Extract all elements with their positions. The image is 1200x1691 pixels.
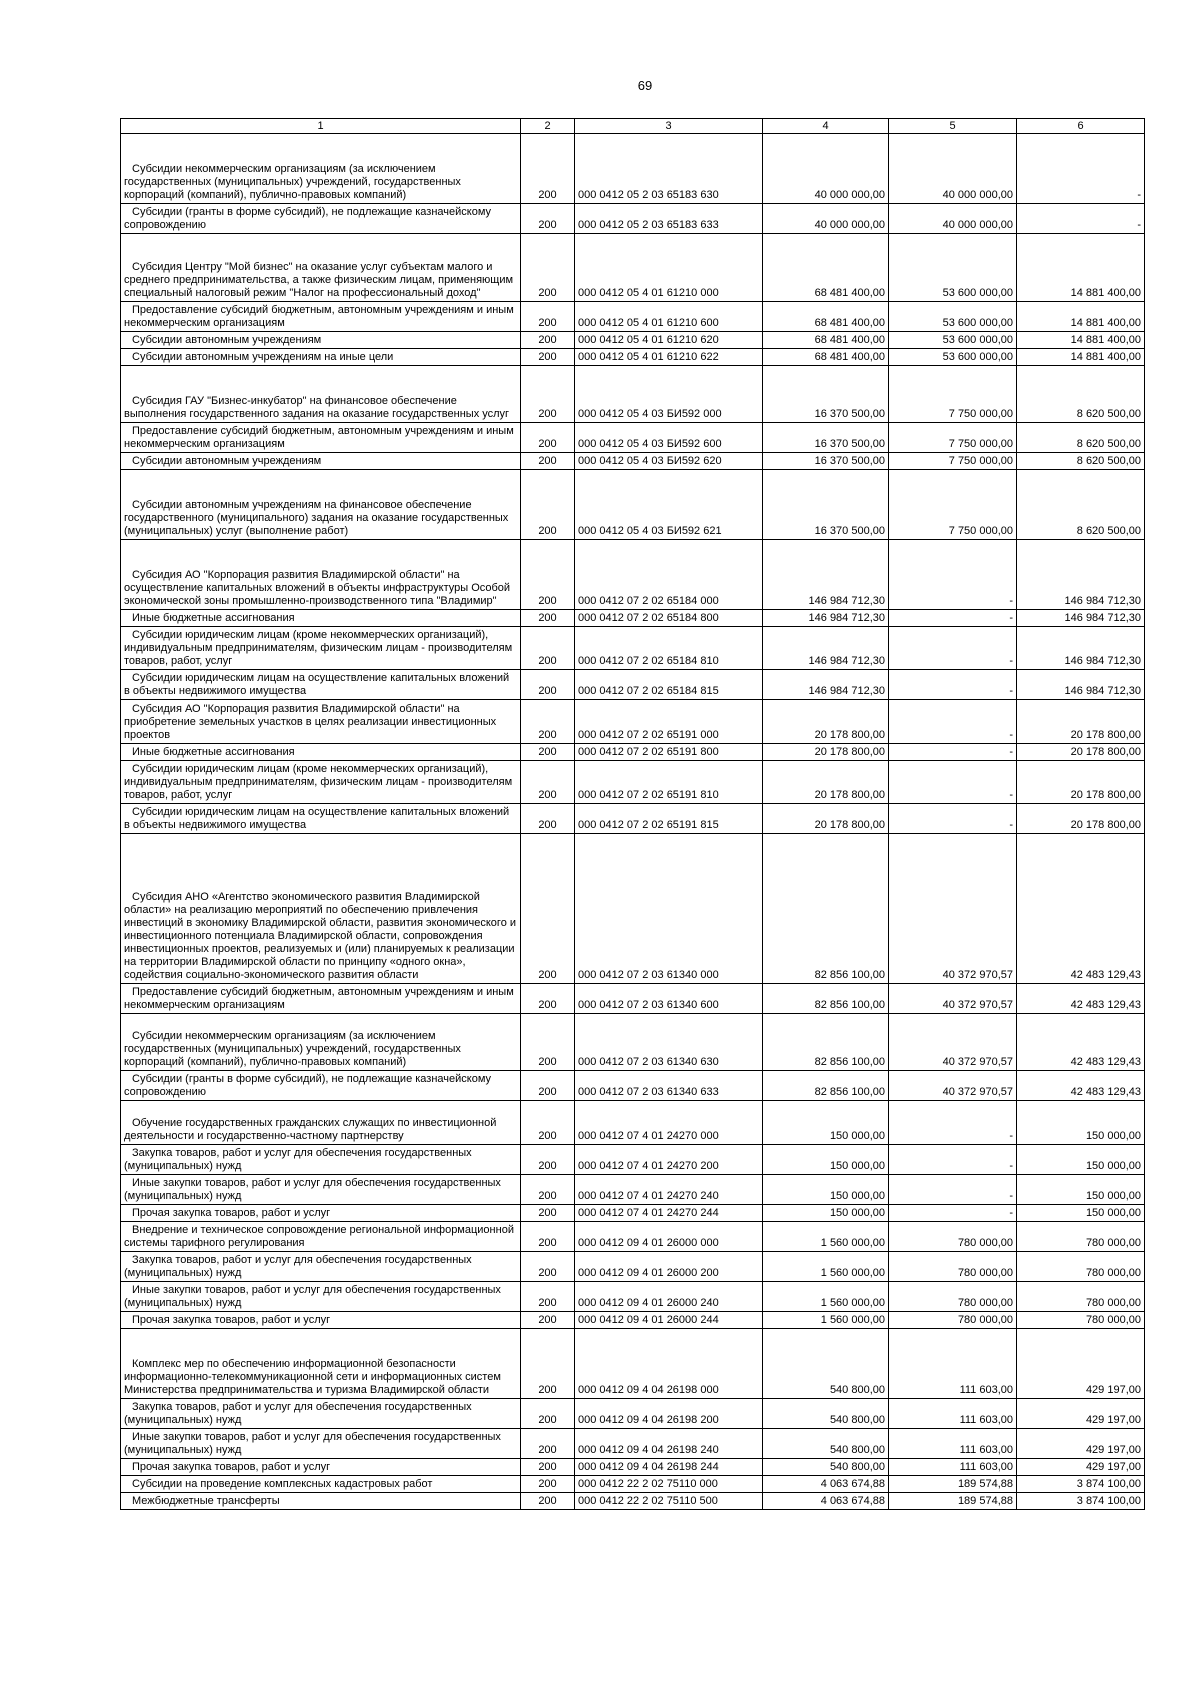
- row-grbs-code-cell: 200: [521, 1399, 575, 1429]
- table-row: [121, 1329, 1145, 1399]
- row-name-cell: [121, 302, 521, 332]
- row-grbs-code-cell: 200: [521, 423, 575, 453]
- row-name-cell: [121, 744, 521, 761]
- table-row: [121, 670, 1145, 700]
- row-name-text: Субсидии автономным учреждениям на иные цели: [132, 351, 394, 363]
- row-total-amount-cell: 20 178 800,00: [763, 761, 889, 804]
- row-amount-column-5-cell: 40 000 000,00: [889, 134, 1017, 204]
- row-name-cell: [121, 470, 521, 540]
- row-name-cell: [121, 1429, 521, 1459]
- table-row: [121, 204, 1145, 234]
- row-budget-code-cell: 000 0412 05 4 03 БИ592 000: [575, 366, 763, 423]
- row-amount-column-6-cell: 8 620 500,00: [1017, 453, 1145, 470]
- table-row: [121, 610, 1145, 627]
- row-grbs-code-cell: 200: [521, 1101, 575, 1145]
- row-name-cell: [121, 423, 521, 453]
- table-row: [121, 744, 1145, 761]
- row-grbs-code-cell: 200: [521, 1329, 575, 1399]
- row-amount-column-5-cell: 111 603,00: [889, 1399, 1017, 1429]
- table-row: [121, 761, 1145, 804]
- row-name-text: Субсидии юридическим лицам на осуществление капитальных вложений в объекты недвижимого имущества: [124, 806, 510, 831]
- row-name-cell: [121, 453, 521, 470]
- row-total-amount-cell: 146 984 712,30: [763, 627, 889, 670]
- row-total-amount-cell: 82 856 100,00: [763, 1071, 889, 1101]
- row-name-cell: [121, 670, 521, 700]
- table-row: [121, 1312, 1145, 1329]
- row-grbs-code-cell: 200: [521, 540, 575, 610]
- row-budget-code-cell: 000 0412 09 4 01 26000 000: [575, 1222, 763, 1252]
- row-name-text: Субсидия АО "Корпорация развития Владимирской области" на приобретение земельных участков в целях реализации инвестиционных проектов: [124, 703, 497, 741]
- row-amount-column-6-cell: 42 483 129,43: [1017, 834, 1145, 984]
- row-name-text: Иные закупки товаров, работ и услуг для обеспечения государственных (муниципальных) нужд: [124, 1431, 501, 1456]
- row-total-amount-cell: 20 178 800,00: [763, 700, 889, 744]
- row-grbs-code-cell: 200: [521, 627, 575, 670]
- row-name-cell: [121, 1282, 521, 1312]
- row-budget-code-cell: 000 0412 09 4 04 26198 200: [575, 1399, 763, 1429]
- row-name-text: Предоставление субсидий бюджетным, автономным учреждениям и иным некоммерческим организациям: [124, 986, 514, 1011]
- table-row: [121, 1175, 1145, 1205]
- row-name-cell: [121, 1175, 521, 1205]
- row-name-text: Субсидии автономным учреждениям: [132, 455, 322, 467]
- row-name-cell: [121, 1252, 521, 1282]
- row-total-amount-cell: 150 000,00: [763, 1175, 889, 1205]
- row-grbs-code-cell: 200: [521, 1459, 575, 1476]
- row-budget-code-cell: 000 0412 22 2 02 75110 500: [575, 1493, 763, 1510]
- row-total-amount-cell: 540 800,00: [763, 1399, 889, 1429]
- row-budget-code-cell: 000 0412 09 4 04 26198 244: [575, 1459, 763, 1476]
- row-budget-code-cell: 000 0412 09 4 04 26198 240: [575, 1429, 763, 1459]
- row-grbs-code-cell: 200: [521, 1312, 575, 1329]
- row-total-amount-cell: 146 984 712,30: [763, 670, 889, 700]
- row-budget-code-cell: 000 0412 07 4 01 24270 200: [575, 1145, 763, 1175]
- row-total-amount-cell: 40 000 000,00: [763, 204, 889, 234]
- row-amount-column-5-cell: 780 000,00: [889, 1222, 1017, 1252]
- row-grbs-code-cell: 200: [521, 332, 575, 349]
- table-row: [121, 234, 1145, 302]
- row-budget-code-cell: 000 0412 05 4 01 61210 622: [575, 349, 763, 366]
- row-total-amount-cell: 16 370 500,00: [763, 453, 889, 470]
- row-amount-column-6-cell: 429 197,00: [1017, 1429, 1145, 1459]
- row-total-amount-cell: 20 178 800,00: [763, 744, 889, 761]
- row-grbs-code-cell: 200: [521, 1145, 575, 1175]
- row-total-amount-cell: 1 560 000,00: [763, 1252, 889, 1282]
- row-budget-code-cell: 000 0412 05 4 01 61210 000: [575, 234, 763, 302]
- row-name-text: Комплекс мер по обеспечению информационной безопасности информационно-телекоммуникационной сети и информационных систем Министерства предпринимательства и туризма Владимирской области: [124, 1358, 501, 1396]
- row-amount-column-6-cell: 780 000,00: [1017, 1252, 1145, 1282]
- row-name-text: Иные бюджетные ассигнования: [132, 746, 295, 758]
- column-header: 1: [121, 119, 521, 134]
- row-total-amount-cell: 4 063 674,88: [763, 1493, 889, 1510]
- row-amount-column-6-cell: 20 178 800,00: [1017, 761, 1145, 804]
- row-name-text: Субсидии автономным учреждениям: [132, 334, 322, 346]
- row-amount-column-5-cell: 111 603,00: [889, 1459, 1017, 1476]
- row-name-cell: [121, 761, 521, 804]
- row-name-cell: [121, 1145, 521, 1175]
- row-total-amount-cell: 146 984 712,30: [763, 540, 889, 610]
- row-total-amount-cell: 4 063 674,88: [763, 1476, 889, 1493]
- row-name-cell: [121, 234, 521, 302]
- row-name-cell: [121, 1205, 521, 1222]
- row-budget-code-cell: 000 0412 07 2 03 61340 630: [575, 1014, 763, 1071]
- table-row: [121, 834, 1145, 984]
- column-header: 4: [763, 119, 889, 134]
- table-row: [121, 1101, 1145, 1145]
- row-name-cell: [121, 1014, 521, 1071]
- row-grbs-code-cell: 200: [521, 744, 575, 761]
- row-amount-column-6-cell: 150 000,00: [1017, 1175, 1145, 1205]
- row-name-cell: [121, 204, 521, 234]
- row-amount-column-6-cell: 20 178 800,00: [1017, 804, 1145, 834]
- row-amount-column-5-cell: 40 372 970,57: [889, 1071, 1017, 1101]
- row-grbs-code-cell: 200: [521, 1252, 575, 1282]
- row-budget-code-cell: 000 0412 22 2 02 75110 000: [575, 1476, 763, 1493]
- row-amount-column-5-cell: -: [889, 610, 1017, 627]
- row-name-cell: [121, 332, 521, 349]
- column-header: 6: [1017, 119, 1145, 134]
- row-budget-code-cell: 000 0412 07 2 02 65191 800: [575, 744, 763, 761]
- row-grbs-code-cell: 200: [521, 1282, 575, 1312]
- row-amount-column-5-cell: -: [889, 1145, 1017, 1175]
- row-name-text: Закупка товаров, работ и услуг для обеспечения государственных (муниципальных) нужд: [124, 1147, 472, 1172]
- row-amount-column-5-cell: -: [889, 761, 1017, 804]
- row-amount-column-5-cell: -: [889, 1101, 1017, 1145]
- row-name-text: Закупка товаров, работ и услуг для обеспечения государственных (муниципальных) нужд: [124, 1401, 472, 1426]
- column-number-header-row: [121, 119, 1145, 134]
- row-grbs-code-cell: 200: [521, 1175, 575, 1205]
- row-amount-column-6-cell: 3 874 100,00: [1017, 1476, 1145, 1493]
- row-name-cell: [121, 349, 521, 366]
- row-total-amount-cell: 540 800,00: [763, 1429, 889, 1459]
- row-grbs-code-cell: 200: [521, 1476, 575, 1493]
- row-total-amount-cell: 16 370 500,00: [763, 470, 889, 540]
- table-row: [121, 134, 1145, 204]
- row-amount-column-5-cell: 53 600 000,00: [889, 234, 1017, 302]
- row-total-amount-cell: 82 856 100,00: [763, 834, 889, 984]
- row-budget-code-cell: 000 0412 07 2 02 65184 815: [575, 670, 763, 700]
- row-name-text: Субсидии на проведение комплексных кадастровых работ: [132, 1478, 433, 1490]
- row-name-text: Прочая закупка товаров, работ и услуг: [132, 1207, 331, 1219]
- row-total-amount-cell: 146 984 712,30: [763, 610, 889, 627]
- row-total-amount-cell: 540 800,00: [763, 1459, 889, 1476]
- table-row: [121, 1145, 1145, 1175]
- row-total-amount-cell: 540 800,00: [763, 1329, 889, 1399]
- table-row: [121, 302, 1145, 332]
- row-amount-column-5-cell: -: [889, 1175, 1017, 1205]
- row-budget-code-cell: 000 0412 07 2 02 65184 810: [575, 627, 763, 670]
- row-budget-code-cell: 000 0412 07 4 01 24270 244: [575, 1205, 763, 1222]
- row-amount-column-5-cell: 40 372 970,57: [889, 1014, 1017, 1071]
- row-amount-column-6-cell: 42 483 129,43: [1017, 984, 1145, 1014]
- row-budget-code-cell: 000 0412 07 2 02 65191 815: [575, 804, 763, 834]
- row-amount-column-5-cell: -: [889, 1205, 1017, 1222]
- row-total-amount-cell: 1 560 000,00: [763, 1282, 889, 1312]
- row-name-text: Субсидии юридическим лицам на осуществление капитальных вложений в объекты недвижимого имущества: [124, 672, 510, 697]
- row-name-cell: [121, 610, 521, 627]
- row-total-amount-cell: 82 856 100,00: [763, 1014, 889, 1071]
- row-name-cell: [121, 540, 521, 610]
- row-grbs-code-cell: 200: [521, 1014, 575, 1071]
- table-row: [121, 700, 1145, 744]
- row-grbs-code-cell: 200: [521, 984, 575, 1014]
- row-name-cell: [121, 700, 521, 744]
- row-grbs-code-cell: 200: [521, 1071, 575, 1101]
- row-total-amount-cell: 68 481 400,00: [763, 349, 889, 366]
- row-budget-code-cell: 000 0412 05 2 03 65183 630: [575, 134, 763, 204]
- row-name-cell: [121, 1329, 521, 1399]
- row-grbs-code-cell: 200: [521, 834, 575, 984]
- row-total-amount-cell: 68 481 400,00: [763, 302, 889, 332]
- row-amount-column-6-cell: 42 483 129,43: [1017, 1071, 1145, 1101]
- row-total-amount-cell: 150 000,00: [763, 1145, 889, 1175]
- row-amount-column-5-cell: 40 372 970,57: [889, 984, 1017, 1014]
- row-grbs-code-cell: 200: [521, 470, 575, 540]
- row-budget-code-cell: 000 0412 09 4 01 26000 200: [575, 1252, 763, 1282]
- row-name-text: Субсидии (гранты в форме субсидий), не подлежащие казначейскому сопровождению: [124, 206, 492, 231]
- row-grbs-code-cell: 200: [521, 453, 575, 470]
- row-name-text: Предоставление субсидий бюджетным, автономным учреждениям и иным некоммерческим организациям: [124, 425, 514, 450]
- row-total-amount-cell: 1 560 000,00: [763, 1312, 889, 1329]
- row-total-amount-cell: 68 481 400,00: [763, 234, 889, 302]
- row-amount-column-5-cell: 7 750 000,00: [889, 453, 1017, 470]
- row-budget-code-cell: 000 0412 07 2 02 65191 000: [575, 700, 763, 744]
- row-name-text: Иные бюджетные ассигнования: [132, 612, 295, 624]
- row-amount-column-6-cell: 14 881 400,00: [1017, 332, 1145, 349]
- row-budget-code-cell: 000 0412 05 4 03 БИ592 600: [575, 423, 763, 453]
- row-amount-column-5-cell: 780 000,00: [889, 1282, 1017, 1312]
- row-grbs-code-cell: 200: [521, 349, 575, 366]
- row-name-cell: [121, 1476, 521, 1493]
- row-name-text: Иные закупки товаров, работ и услуг для обеспечения государственных (муниципальных) нужд: [124, 1177, 501, 1202]
- table-row: [121, 366, 1145, 423]
- row-amount-column-5-cell: 7 750 000,00: [889, 470, 1017, 540]
- table-row: [121, 1399, 1145, 1429]
- row-name-text: Субсидия АНО «Агентство экономического развития Владимирской области» на реализацию мероприятий по обеспечению привлечения инвестиций в экономику Владимирской области, развития экономического и инвестиционного потенциала Владимирской области, сопровождения инвестиционных проектов, реализуемых и (или) планируемых к реализации на территории Владимирской области по принципу «одного окна», содействия социально-экономического развития области: [124, 891, 517, 981]
- row-name-cell: [121, 834, 521, 984]
- row-name-cell: [121, 1493, 521, 1510]
- row-amount-column-5-cell: -: [889, 744, 1017, 761]
- row-name-cell: [121, 1399, 521, 1429]
- row-name-cell: [121, 804, 521, 834]
- row-name-cell: [121, 134, 521, 204]
- row-total-amount-cell: 150 000,00: [763, 1205, 889, 1222]
- row-amount-column-5-cell: 7 750 000,00: [889, 366, 1017, 423]
- row-amount-column-6-cell: 780 000,00: [1017, 1282, 1145, 1312]
- row-total-amount-cell: 1 560 000,00: [763, 1222, 889, 1252]
- row-amount-column-5-cell: 189 574,88: [889, 1476, 1017, 1493]
- row-name-cell: [121, 1222, 521, 1252]
- row-budget-code-cell: 000 0412 07 2 02 65184 800: [575, 610, 763, 627]
- row-amount-column-5-cell: 111 603,00: [889, 1429, 1017, 1459]
- row-grbs-code-cell: 200: [521, 1493, 575, 1510]
- row-grbs-code-cell: 200: [521, 204, 575, 234]
- row-budget-code-cell: 000 0412 05 4 03 БИ592 620: [575, 453, 763, 470]
- row-name-text: Субсидии автономным учреждениям на финансовое обеспечение государственного (муниципального) задания на оказание государственных (муниципальных) услуг (выполнение работ): [124, 499, 509, 537]
- table-row: [121, 1429, 1145, 1459]
- row-name-text: Субсидия АО "Корпорация развития Владимирской области" на осуществление капитальных вложений в объекты инфраструктуры Особой экономической зоны промышленно-производственного типа "Владимир": [124, 569, 511, 607]
- row-amount-column-5-cell: 53 600 000,00: [889, 302, 1017, 332]
- table-row: [121, 1205, 1145, 1222]
- row-amount-column-5-cell: 111 603,00: [889, 1329, 1017, 1399]
- row-amount-column-5-cell: -: [889, 700, 1017, 744]
- row-name-text: Субсидии юридическим лицам (кроме некоммерческих организаций), индивидуальным предпринимателям, физическим лицам - производителям товаров, работ, услуг: [124, 629, 513, 667]
- table-row: [121, 1459, 1145, 1476]
- row-total-amount-cell: 16 370 500,00: [763, 366, 889, 423]
- row-name-text: Прочая закупка товаров, работ и услуг: [132, 1314, 331, 1326]
- table-row: [121, 1493, 1145, 1510]
- budget-table: [120, 118, 1145, 1510]
- row-grbs-code-cell: 200: [521, 804, 575, 834]
- row-amount-column-6-cell: 8 620 500,00: [1017, 423, 1145, 453]
- row-amount-column-5-cell: 53 600 000,00: [889, 349, 1017, 366]
- row-amount-column-6-cell: 8 620 500,00: [1017, 470, 1145, 540]
- row-budget-code-cell: 000 0412 07 2 03 61340 600: [575, 984, 763, 1014]
- row-name-text: Межбюджетные трансферты: [132, 1495, 280, 1507]
- row-amount-column-6-cell: 42 483 129,43: [1017, 1014, 1145, 1071]
- row-name-text: Субсидия ГАУ "Бизнес-инкубатор" на финансовое обеспечение выполнения государственного задания на оказание государственных услуг: [124, 395, 510, 420]
- table-row: [121, 1071, 1145, 1101]
- row-grbs-code-cell: 200: [521, 234, 575, 302]
- row-name-cell: [121, 1312, 521, 1329]
- row-grbs-code-cell: 200: [521, 134, 575, 204]
- row-amount-column-6-cell: 150 000,00: [1017, 1145, 1145, 1175]
- row-amount-column-6-cell: 146 984 712,30: [1017, 540, 1145, 610]
- row-budget-code-cell: 000 0412 09 4 01 26000 240: [575, 1282, 763, 1312]
- row-grbs-code-cell: 200: [521, 761, 575, 804]
- row-grbs-code-cell: 200: [521, 1429, 575, 1459]
- row-name-text: Субсидии юридическим лицам (кроме некоммерческих организаций), индивидуальным предпринимателям, физическим лицам - производителям товаров, работ, услуг: [124, 763, 513, 801]
- row-name-cell: [121, 984, 521, 1014]
- table-row: [121, 540, 1145, 610]
- row-grbs-code-cell: 200: [521, 610, 575, 627]
- row-total-amount-cell: 16 370 500,00: [763, 423, 889, 453]
- row-name-text: Предоставление субсидий бюджетным, автономным учреждениям и иным некоммерческим организациям: [124, 304, 514, 329]
- row-grbs-code-cell: 200: [521, 700, 575, 744]
- row-amount-column-6-cell: 8 620 500,00: [1017, 366, 1145, 423]
- row-amount-column-6-cell: -: [1017, 204, 1145, 234]
- row-name-text: Закупка товаров, работ и услуг для обеспечения государственных (муниципальных) нужд: [124, 1254, 472, 1279]
- row-amount-column-5-cell: 7 750 000,00: [889, 423, 1017, 453]
- row-budget-code-cell: 000 0412 09 4 04 26198 000: [575, 1329, 763, 1399]
- row-budget-code-cell: 000 0412 07 2 03 61340 633: [575, 1071, 763, 1101]
- row-amount-column-6-cell: 146 984 712,30: [1017, 610, 1145, 627]
- table-row: [121, 984, 1145, 1014]
- row-amount-column-6-cell: 14 881 400,00: [1017, 234, 1145, 302]
- table-row: [121, 453, 1145, 470]
- row-name-cell: [121, 627, 521, 670]
- row-grbs-code-cell: 200: [521, 302, 575, 332]
- row-amount-column-5-cell: 40 372 970,57: [889, 834, 1017, 984]
- row-amount-column-6-cell: 150 000,00: [1017, 1205, 1145, 1222]
- row-total-amount-cell: 150 000,00: [763, 1101, 889, 1145]
- row-name-text: Субсидии некоммерческим организациям (за исключением государственных (муниципальных) учреждений, государственных корпораций (компаний), публично-правовых компаний): [124, 163, 461, 201]
- row-budget-code-cell: 000 0412 07 4 01 24270 000: [575, 1101, 763, 1145]
- row-budget-code-cell: 000 0412 07 2 02 65191 810: [575, 761, 763, 804]
- row-name-cell: [121, 1101, 521, 1145]
- row-name-text: Субсидия Центру "Мой бизнес" на оказание услуг субъектам малого и среднего предпринимательства, а также физическим лицам, применяющим специальный налоговый режим "Налог на профессиональный доход": [124, 261, 514, 299]
- row-amount-column-6-cell: -: [1017, 134, 1145, 204]
- table-row: [121, 470, 1145, 540]
- row-budget-code-cell: 000 0412 07 2 02 65184 000: [575, 540, 763, 610]
- table-row: [121, 804, 1145, 834]
- row-amount-column-5-cell: -: [889, 804, 1017, 834]
- row-amount-column-5-cell: -: [889, 540, 1017, 610]
- row-amount-column-6-cell: 429 197,00: [1017, 1399, 1145, 1429]
- row-budget-code-cell: 000 0412 09 4 01 26000 244: [575, 1312, 763, 1329]
- row-amount-column-6-cell: 429 197,00: [1017, 1459, 1145, 1476]
- row-total-amount-cell: 82 856 100,00: [763, 984, 889, 1014]
- row-name-text: Иные закупки товаров, работ и услуг для обеспечения государственных (муниципальных) нужд: [124, 1284, 501, 1309]
- row-amount-column-6-cell: 146 984 712,30: [1017, 627, 1145, 670]
- row-total-amount-cell: 68 481 400,00: [763, 332, 889, 349]
- row-name-text: Субсидии (гранты в форме субсидий), не подлежащие казначейскому сопровождению: [124, 1073, 492, 1098]
- row-amount-column-6-cell: 429 197,00: [1017, 1329, 1145, 1399]
- table-row: [121, 1476, 1145, 1493]
- row-amount-column-5-cell: 40 000 000,00: [889, 204, 1017, 234]
- table-row: [121, 332, 1145, 349]
- row-grbs-code-cell: 200: [521, 1205, 575, 1222]
- row-amount-column-6-cell: 780 000,00: [1017, 1222, 1145, 1252]
- column-header: 2: [521, 119, 575, 134]
- table-row: [121, 627, 1145, 670]
- row-grbs-code-cell: 200: [521, 366, 575, 423]
- row-amount-column-6-cell: 150 000,00: [1017, 1101, 1145, 1145]
- table-row: [121, 1252, 1145, 1282]
- row-amount-column-5-cell: 53 600 000,00: [889, 332, 1017, 349]
- row-name-text: Субсидии некоммерческим организациям (за исключением государственных (муниципальных) учреждений, государственных корпораций (компаний), публично-правовых компаний): [124, 1030, 461, 1068]
- row-name-cell: [121, 1071, 521, 1101]
- row-budget-code-cell: 000 0412 07 2 03 61340 000: [575, 834, 763, 984]
- row-amount-column-6-cell: 14 881 400,00: [1017, 349, 1145, 366]
- table-row: [121, 1282, 1145, 1312]
- row-amount-column-5-cell: -: [889, 627, 1017, 670]
- table-row: [121, 1014, 1145, 1071]
- row-grbs-code-cell: 200: [521, 670, 575, 700]
- row-grbs-code-cell: 200: [521, 1222, 575, 1252]
- table-row: [121, 349, 1145, 366]
- table-row: [121, 423, 1145, 453]
- row-budget-code-cell: 000 0412 05 4 03 БИ592 621: [575, 470, 763, 540]
- column-header: 5: [889, 119, 1017, 134]
- page-number: 69: [637, 78, 653, 93]
- row-budget-code-cell: 000 0412 05 4 01 61210 600: [575, 302, 763, 332]
- column-header: 3: [575, 119, 763, 134]
- row-name-text: Обучение государственных гражданских служащих по инвестиционной деятельности и государственно-частному партнерству: [124, 1117, 497, 1142]
- row-amount-column-6-cell: 146 984 712,30: [1017, 670, 1145, 700]
- row-amount-column-6-cell: 20 178 800,00: [1017, 744, 1145, 761]
- row-amount-column-5-cell: 189 574,88: [889, 1493, 1017, 1510]
- row-budget-code-cell: 000 0412 05 4 01 61210 620: [575, 332, 763, 349]
- row-amount-column-6-cell: 20 178 800,00: [1017, 700, 1145, 744]
- row-amount-column-5-cell: 780 000,00: [889, 1312, 1017, 1329]
- row-name-cell: [121, 366, 521, 423]
- row-amount-column-6-cell: 780 000,00: [1017, 1312, 1145, 1329]
- row-amount-column-5-cell: -: [889, 670, 1017, 700]
- row-name-text: Внедрение и техническое сопровождение региональной информационной системы тарифного регулирования: [124, 1224, 514, 1249]
- table-row: [121, 1222, 1145, 1252]
- row-total-amount-cell: 20 178 800,00: [763, 804, 889, 834]
- row-budget-code-cell: 000 0412 05 2 03 65183 633: [575, 204, 763, 234]
- row-name-text: Прочая закупка товаров, работ и услуг: [132, 1461, 331, 1473]
- row-amount-column-6-cell: 14 881 400,00: [1017, 302, 1145, 332]
- row-amount-column-6-cell: 3 874 100,00: [1017, 1493, 1145, 1510]
- row-amount-column-5-cell: 780 000,00: [889, 1252, 1017, 1282]
- row-budget-code-cell: 000 0412 07 4 01 24270 240: [575, 1175, 763, 1205]
- row-total-amount-cell: 40 000 000,00: [763, 134, 889, 204]
- row-name-cell: [121, 1459, 521, 1476]
